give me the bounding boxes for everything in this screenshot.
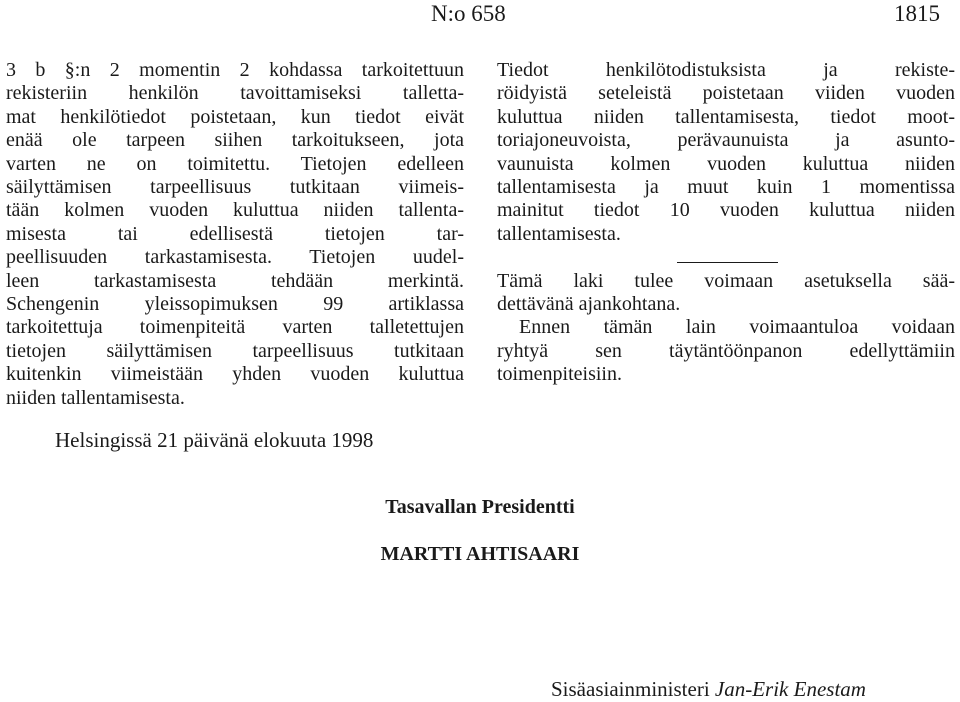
place-date: Helsingissä 21 päivänä elokuuta 1998 <box>55 428 374 452</box>
text-line: dettävänä ajankohtana. <box>497 293 681 316</box>
text-line: misesta tai edellisestä tietojen tar- <box>6 222 464 245</box>
text-line: toimenpiteisiin. <box>497 363 622 386</box>
text-line: Tiedot henkilötodistuksista ja rekiste- <box>497 59 955 81</box>
text-line: mat henkilötiedot poistetaan, kun tiedot eivät <box>6 105 464 128</box>
text-line: Tämä laki tulee voimaan asetuksella sää- <box>497 269 955 292</box>
text-line: kuluttua niiden tallentamisesta, tiedot moot- <box>497 105 955 128</box>
text-line: toriajoneuvoista, perävaunuista ja asunto- <box>497 129 955 152</box>
text-line: niiden tallentamisesta. <box>6 386 185 409</box>
section-divider <box>677 262 778 263</box>
left-column-text <box>6 59 464 410</box>
page-number: 1815 <box>894 1 940 26</box>
text-line: tään kolmen vuoden kuluttua niiden tallenta- <box>6 199 464 222</box>
text-line: Schengenin yleissopimuksen 99 artiklassa <box>6 293 464 316</box>
text-line: tallentamisesta. <box>497 222 621 245</box>
text-line: rekisteriin henkilön tavoittamiseksi talletta- <box>6 82 464 105</box>
statute-number: N:o 658 <box>431 1 506 26</box>
text-line: vaunuista kolmen vuoden kuluttua niiden <box>497 152 955 175</box>
minister-signature <box>551 677 866 702</box>
president-name: MARTTI AHTISAARI <box>380 543 580 565</box>
text-line: enää ole tarpeen siihen tarkoitukseen, jota <box>6 129 464 152</box>
text-line: ryhtyä sen täytäntöönpanon edellyttämiin <box>497 339 955 362</box>
text-line: peellisuuden tarkastamisesta. Tietojen uudel- <box>6 246 464 269</box>
text-line: röidyistä seteleistä poistetaan viiden vuoden <box>497 82 955 105</box>
text-line: Ennen tämän lain voimaantuloa voidaan <box>519 316 955 339</box>
president-title: Tasavallan Presidentti <box>385 496 575 518</box>
text-line: kuitenkin viimeistään yhden vuoden kuluttua <box>6 363 464 386</box>
minister-title: Sisäasiainministeri <box>551 677 710 701</box>
spacer <box>497 246 955 269</box>
text-line: tietojen säilyttämisen tarpeellisuus tutkitaan <box>6 339 464 362</box>
text-line: varten ne on toimitettu. Tietojen edelleen <box>6 152 464 175</box>
text-line: 3 b §:n 2 momentin 2 kohdassa tarkoitettuun <box>6 59 464 81</box>
text-line: tallentamisesta ja muut kuin 1 momentissa <box>497 176 955 199</box>
text-line: tarkoitettuja toimenpiteitä varten talletettujen <box>6 316 464 339</box>
right-column-text <box>497 59 955 387</box>
text-line: leen tarkastamisesta tehdään merkintä. <box>6 269 464 292</box>
text-line: mainitut tiedot 10 vuoden kuluttua niiden <box>497 199 955 222</box>
text-line: säilyttämisen tarpeellisuus tutkitaan viimeis- <box>6 176 464 199</box>
minister-name: Jan-Erik Enestam <box>714 677 866 701</box>
